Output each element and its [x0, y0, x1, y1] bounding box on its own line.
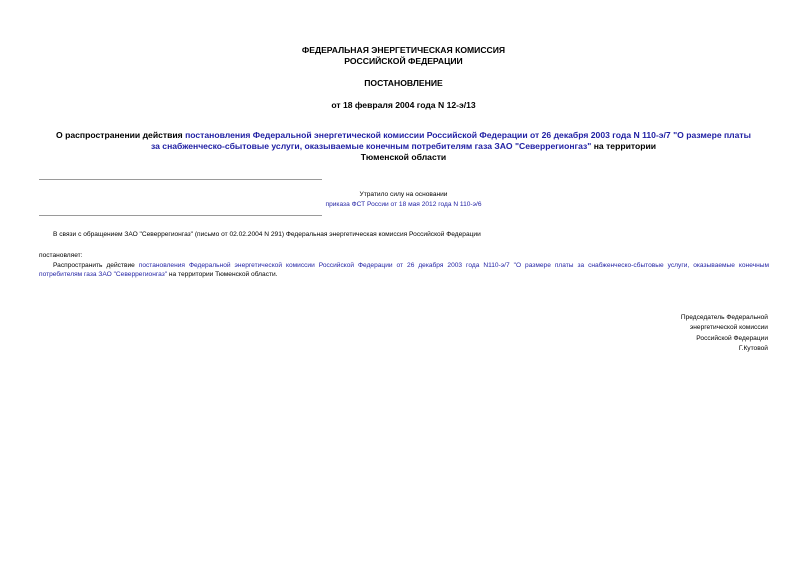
document-title [30, 130, 777, 163]
issuer-line-1: ФЕДЕРАЛЬНАЯ ЭНЕРГЕТИЧЕСКАЯ КОМИССИЯ [301, 45, 506, 55]
title-referenced-act-link-part-1[interactable]: постановления Федеральной энергетической комиссии Российской Федерации от 26 декабря 2003 года N 110-э/7 "О размере платы [185, 130, 751, 140]
signatory-title-line-3: Российской Федерации [696, 334, 768, 342]
intro-paragraph: В связи с обращением ЗАО "Северрегионгаз" (письмо от 02.02.2004 N 291) Федеральная энергетическая комиссия Российской Федерации [53, 231, 481, 238]
document-type: ПОСТАНОВЛЕНИЕ [364, 78, 443, 88]
signatory-title-line-1: Председатель Федеральной [680, 314, 768, 321]
title-prefix: О распространении действия [56, 130, 186, 140]
repeal-order-link[interactable]: приказа ФСТ России от 18 мая 2012 года N 110-э/6 [325, 201, 482, 208]
resolves-word: постановляет: [39, 252, 83, 259]
divider-bottom [39, 215, 322, 216]
title-region: Тюменской области [360, 152, 447, 162]
title-referenced-act-link-part-2[interactable]: за снабженческо-сбытовые услуги, оказываемые конечным потребителям газа ЗАО "Северрегионгаз" [150, 141, 592, 151]
signature-block [681, 313, 768, 354]
resolution-suffix: на территории Тюменской области. [167, 271, 278, 278]
signatory-title-line-2: энергетической комиссии [689, 324, 768, 332]
status-note-line-2 [0, 200, 807, 209]
resolution-prefix: Распространить действие [53, 262, 139, 269]
resolution-referenced-act-link[interactable]: постановления Федеральной энергетической комиссии Российской Федерации от 26 декабря 2003 года N110-э/7 "О размере платы за снабженческо-сбытовые услуги, оказываемые конечным потребителям газа ЗАО "Северрегионгаз" [39, 262, 769, 278]
title-suffix: на территории [591, 141, 657, 151]
resolution-paragraph [39, 261, 769, 279]
issuer-line-2: РОССИЙСКОЙ ФЕДЕРАЦИИ [344, 56, 463, 66]
status-note-text: Утратило силу на основании [359, 191, 448, 198]
divider-top [39, 179, 322, 180]
document-date-number: от 18 февраля 2004 года N 12-э/13 [331, 100, 476, 110]
signatory-name: Г.Кутовой [738, 344, 768, 352]
